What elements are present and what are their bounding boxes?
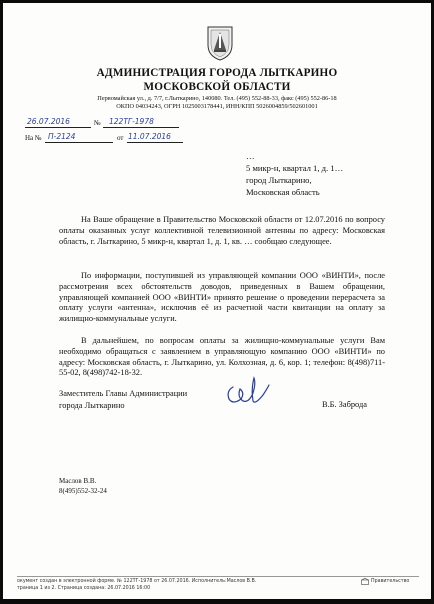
body-paragraph-2 [59,271,385,325]
footer-page-info: траница 1 из 2. Страница создана: 26.07.2016 16:00 [17,586,151,591]
reference-from-label: от [117,134,124,142]
handwritten-signature [223,375,273,409]
body-paragraph-2-text: По информации, поступившей из управляющей компании ООО «ВИНТИ», после рассмотрения всех обстоятельств доводов, приведенных в Вашем обращении, управляющей компанией ООО «ВИНТИ» принято решение о проведении перерасчета за оплату услуги «антенна», исключив её из расчетной части квитанции на оплату за жилищно-коммунальные услуги. [59,271,385,324]
recipient-address-line3: Московская область [246,187,320,197]
recipient-address-line2: город Лыткарино, [246,175,312,185]
footer-brand: Правительство [371,579,410,584]
letterhead-title: АДМИНИСТРАЦИЯ ГОРОДА ЛЫТКАРИНО [96,67,338,79]
government-emblem-icon [361,578,369,585]
letterhead-codes: ОКПО 04034243, ОГРН 1025003178441, ИНН/КПП 5026004859/502601001 [116,103,318,110]
reference-label: На № [25,134,42,142]
executor-name: Маслов В.В. [59,477,97,485]
body-paragraph-3 [59,336,385,379]
signatory-position-line1: Заместитель Главы Администрации [59,389,188,398]
body-paragraph-1 [59,215,385,247]
outgoing-date: 26.07.2016 [27,117,70,126]
reference-date-underline [127,142,183,143]
letterhead-region: МОСКОВСКОЙ ОБЛАСТИ [143,81,291,93]
footer-document-info: окумент создан в электронной форме. № 122ТГ-1978 от 26.07.2016. Исполнитель:Маслов В.В. [17,579,257,584]
reference-underline [45,142,113,143]
body-paragraph-1-text: На Ваше обращение в Правительство Московской области от 12.07.2016 по вопросу оплаты оказанных услуг коллективной телевизионной антенны по адресу: Московская область, г. Лыткарино, 5 микр-н, квартал 1, д. 1, кв. … сообщаю следующее. [59,215,385,246]
reference-date: 11.07.2016 [128,132,171,141]
body-paragraph-3-text: В дальнейшем, по вопросам оплаты за жилищно-коммунальные услуги Вам необходимо обращаться с заявлением в управляющую компанию ООО «ВИНТИ» по адресу: Московская область, г. Лыткарино, ул. Колхозная, д. 6, кор. 1; телефон: 8(498)711-55-02, 8(498)742-18-32. [59,336,385,378]
letter-page [3,3,431,599]
signatory-position-line2: города Лыткарино [59,401,125,410]
letterhead-address: Первомайская ул., д. 7/7, г.Лыткарино, 140080. Тел. (495) 552-88-33, факс (495) 552-86-18 [97,95,337,102]
executor-phone: 8(495)552-32-24 [59,487,107,495]
signatory-name: В.Б. Заброда [322,400,367,409]
reference-number: П-2124 [48,132,76,141]
city-coat-of-arms-icon [206,25,234,61]
date-underline [25,127,91,128]
number-underline [103,127,179,128]
recipient-name: … [246,151,255,161]
outgoing-number: 122ТГ-1978 [109,117,154,126]
footer-divider [17,576,419,577]
outgoing-no-label: № [94,119,101,127]
recipient-address-line1: 5 микр-н, квартал 1, д. 1… [246,163,344,173]
